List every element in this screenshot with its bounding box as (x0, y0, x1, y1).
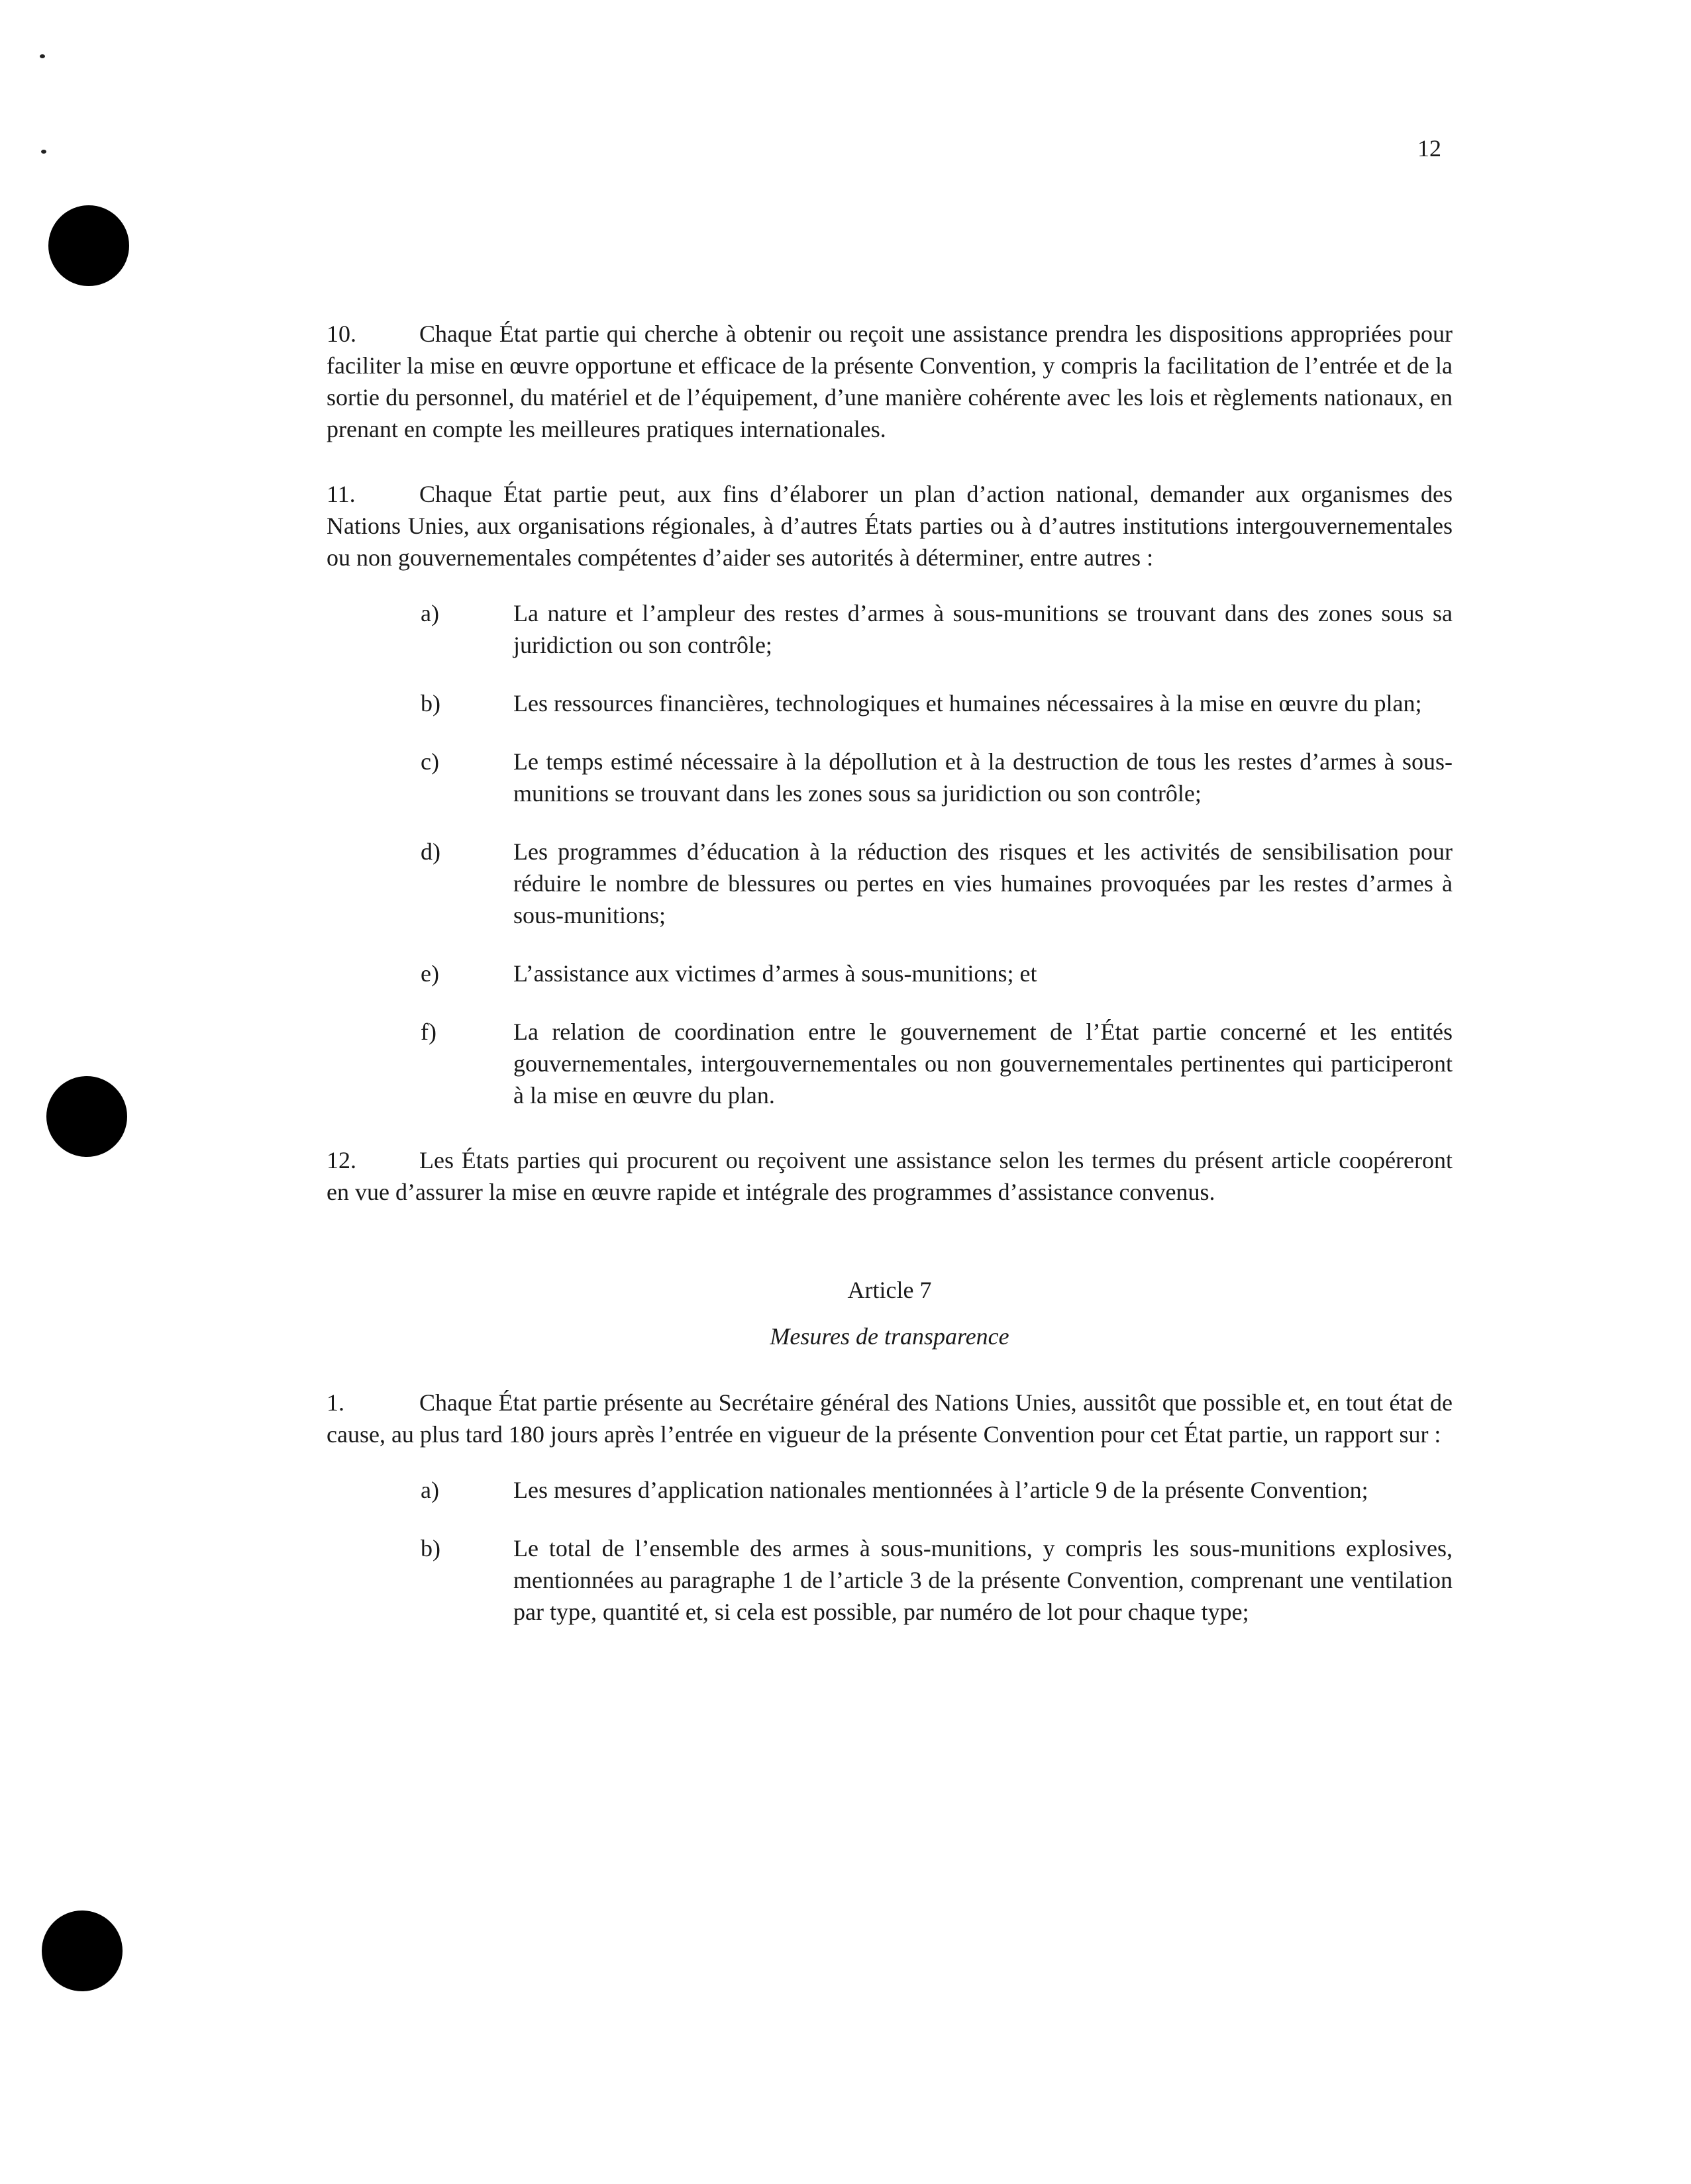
scan-speck (41, 150, 46, 154)
list-item-letter: d) (421, 838, 440, 865)
list-item-text: Les mesures d’application nationales mentionnées à l’article 9 de la présente Convention; (513, 1477, 1368, 1503)
paragraph-text: Les États parties qui procurent ou reçoivent une assistance selon les termes du présent article coopéreront en vue d’assurer la mise en œuvre rapide et intégrale des programmes d’assistance convenus. (327, 1147, 1453, 1205)
list-item-letter: a) (421, 1477, 439, 1503)
list-item-text: Les programmes d’éducation à la réduction des risques et les activités de sensibilisation pour réduire le nombre de blessures ou pertes en vies humaines provoquées par les restes d’armes à sous-munitions; (513, 838, 1453, 928)
list-item-text: Le total de l’ensemble des armes à sous-munitions, y compris les sous-munitions explosives, mentionnées au paragraphe 1 de l’article 3 de la présente Convention, comprenant une ventilation par type, quantité et, si cela est possible, par numéro de lot pour chaque type; (513, 1535, 1453, 1625)
punch-hole (46, 1076, 127, 1157)
list-item (327, 1532, 1453, 1628)
scan-speck (40, 54, 45, 58)
paragraph-10 (327, 318, 1453, 445)
list-item-text: L’assistance aux victimes d’armes à sous-munitions; et (513, 960, 1037, 987)
page-number: 12 (1417, 135, 1441, 162)
list-item-letter: b) (421, 690, 440, 717)
punch-hole (42, 1911, 123, 1991)
list-item (327, 597, 1453, 661)
article-subtitle: Mesures de transparence (770, 1323, 1009, 1350)
list-item-text: Les ressources financières, technologiques et humaines nécessaires à la mise en œuvre du plan; (513, 690, 1422, 717)
paragraph-number: 12. (327, 1147, 356, 1173)
paragraph-text: Chaque État partie présente au Secrétaire général des Nations Unies, aussitôt que possible et, en tout état de cause, au plus tard 180 jours après l’entrée en vigueur de la présente Convention pour cet État partie, un rapport sur : (327, 1389, 1453, 1448)
list-item-letter: b) (421, 1535, 440, 1562)
paragraph-text: Chaque État partie qui cherche à obtenir ou reçoit une assistance prendra les dispositions appropriées pour faciliter la mise en œuvre opportune et efficace de la présente Convention, y compris la facilitation de l’entrée et de la sortie du personnel, du matériel et de l’équipement, d’une manière cohérente avec les lois et règlements nationaux, en prenant en compte les meilleures pratiques internationales. (327, 321, 1453, 442)
list-item (327, 1474, 1453, 1506)
list-item (327, 1016, 1453, 1111)
list-item-letter: e) (421, 960, 439, 987)
paragraph-number: 1. (327, 1389, 344, 1416)
list-item-text: La relation de coordination entre le gouvernement de l’État partie concerné et les entités gouvernementales, intergouvernementales ou non gouvernementales pertinentes qui participeront à la mise en œuvre du plan. (513, 1018, 1453, 1109)
list-item-text: Le temps estimé nécessaire à la dépollution et à la destruction de tous les restes d’armes à sous-munitions se trouvant dans les zones sous sa juridiction ou son contrôle; (513, 748, 1453, 807)
list-item (327, 746, 1453, 809)
list-item-letter: f) (421, 1018, 436, 1045)
paragraph-text: Chaque État partie peut, aux fins d’élaborer un plan d’action national, demander aux organismes des Nations Unies, aux organisations régionales, à d’autres États parties ou à d’autres institutions intergouvernementales ou non gouvernementales compétentes d’aider ses autorités à déterminer, entre autres : (327, 481, 1453, 571)
paragraph-number: 10. (327, 321, 356, 347)
paragraph-11 (327, 478, 1453, 573)
paragraph-number: 11. (327, 481, 356, 507)
paragraph-12 (327, 1144, 1453, 1208)
article-title: Article 7 (847, 1277, 932, 1303)
article7-paragraph-1 (327, 1387, 1453, 1450)
list-item-letter: c) (421, 748, 439, 775)
list-item (327, 836, 1453, 931)
punch-hole (48, 205, 129, 286)
document-body (327, 318, 1453, 1654)
list-item (327, 958, 1453, 989)
list-item (327, 687, 1453, 719)
list-item-letter: a) (421, 600, 439, 626)
list-item-text: La nature et l’ampleur des restes d’armes à sous-munitions se trouvant dans des zones sous sa juridiction ou son contrôle; (513, 600, 1453, 658)
